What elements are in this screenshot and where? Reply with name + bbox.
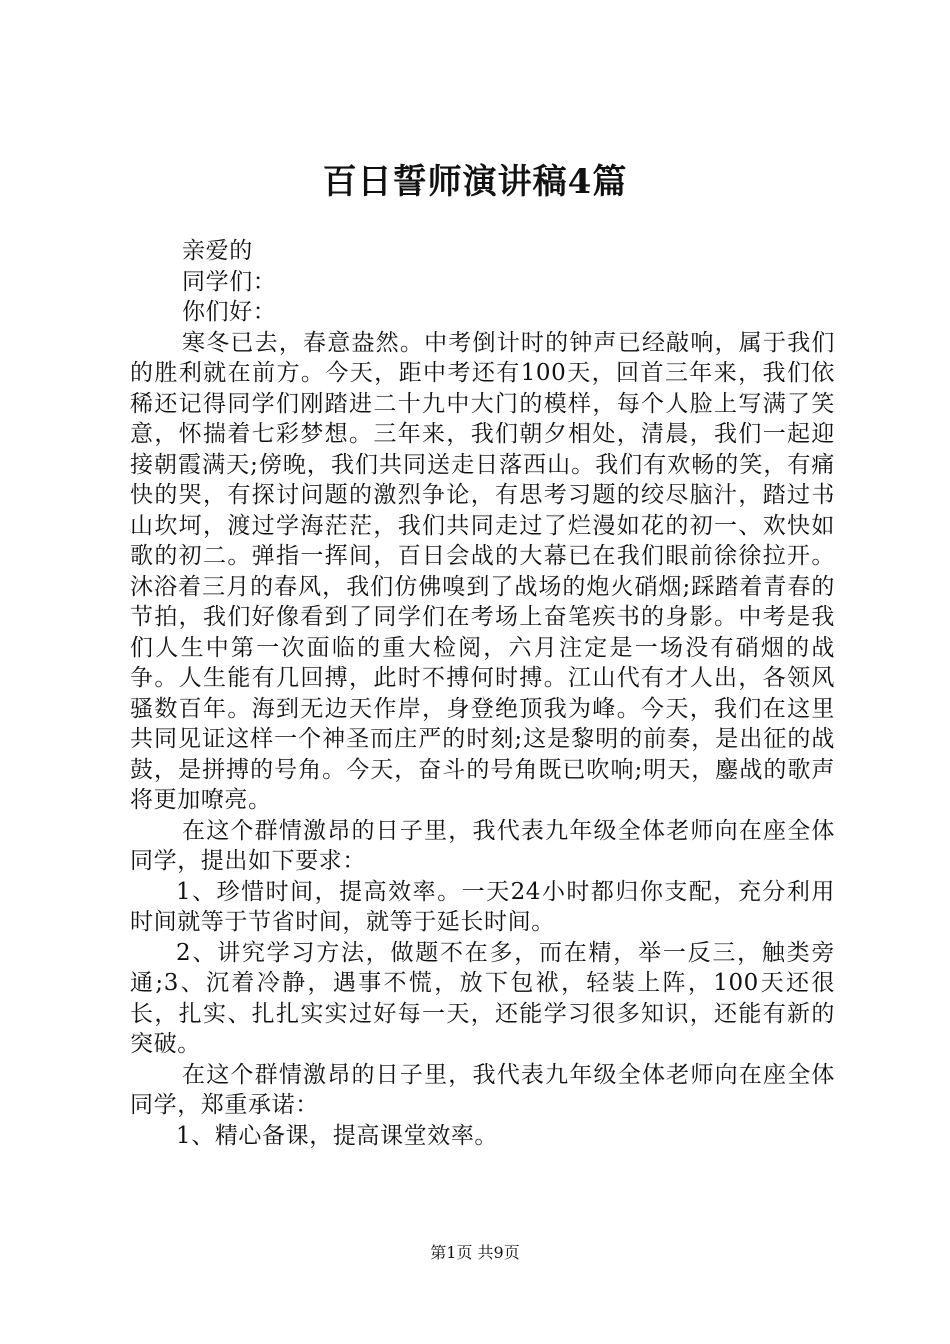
body-paragraph: 寒冬已去，春意盎然。中考倒计时的钟声已经敲响，属于我们的胜利就在前方。今天，距中考还有100天，回首三年来，我们依稀还记得同学们刚踏进二十九中大门的模样，每个人脸上写满了笑意，怀揣着七彩梦想。三年来，我们朝夕相处，清晨，我们一起迎接朝霞满天;傍晚，我们共同送走日落西山。我们有欢畅的笑，有痛快的哭，有探讨问题的激烈争论，有思考习题的绞尽脑汁，踏过书山坎坷，渡过学海茫茫，我们共同走过了烂漫如花的初一、欢快如歌的初二。弹指一挥间，百日会战的大幕已在我们眼前徐徐拉开。沐浴着三月的春风，我们仿佛嗅到了战场的炮火硝烟;踩踏着青春的节拍，我们好像看到了同学们在考场上奋笔疾书的身影。中考是我们人生中第一次面临的重大检阅，六月注定是一场没有硝烟的战争。人生能有几回搏，此时不搏何时搏。江山代有才人出，各领风骚数百年。海到无边天作岸，身登绝顶我为峰。今天，我们在这里共同见证这样一个神圣而庄严的时刻;这是黎明的前奏，是出征的战鼓，是拼搏的号角。今天，奋斗的号角既已吹响;明天，鏖战的歌声将更加嘹亮。 xyxy=(130,329,835,813)
body-paragraph: 1、珍惜时间，提高效率。一天24小时都归你支配，充分利用时间就等于节省时间，就等于延长时间。 xyxy=(130,878,835,935)
greeting-line: 你们好： xyxy=(182,299,277,325)
greeting-line: 亲爱的 xyxy=(182,238,253,264)
document-title: 百日誓师演讲稿4篇 xyxy=(322,162,628,202)
body-paragraph: 1、精心备课，提高课堂效率。 xyxy=(176,1122,499,1149)
body-paragraph: 在这个群情激昂的日子里，我代表九年级全体老师向在座全体同学，提出如下要求： xyxy=(130,817,835,874)
greeting-line: 同学们： xyxy=(182,268,277,295)
document-body xyxy=(130,236,835,1151)
page-number-footer: 第1页 共9页 xyxy=(430,1243,520,1262)
body-paragraph: 在这个群情激昂的日子里，我代表九年级全体老师向在座全体同学，郑重承诺： xyxy=(130,1061,835,1118)
body-paragraph: 2、讲究学习方法，做题不在多，而在精，举一反三，触类旁通;3、沉着冷静，遇事不慌，放下包袱，轻装上阵，100天还很长，扎实、扎扎实实过好每一天，还能学习很多知识，还能有新的突破。 xyxy=(130,939,835,1057)
